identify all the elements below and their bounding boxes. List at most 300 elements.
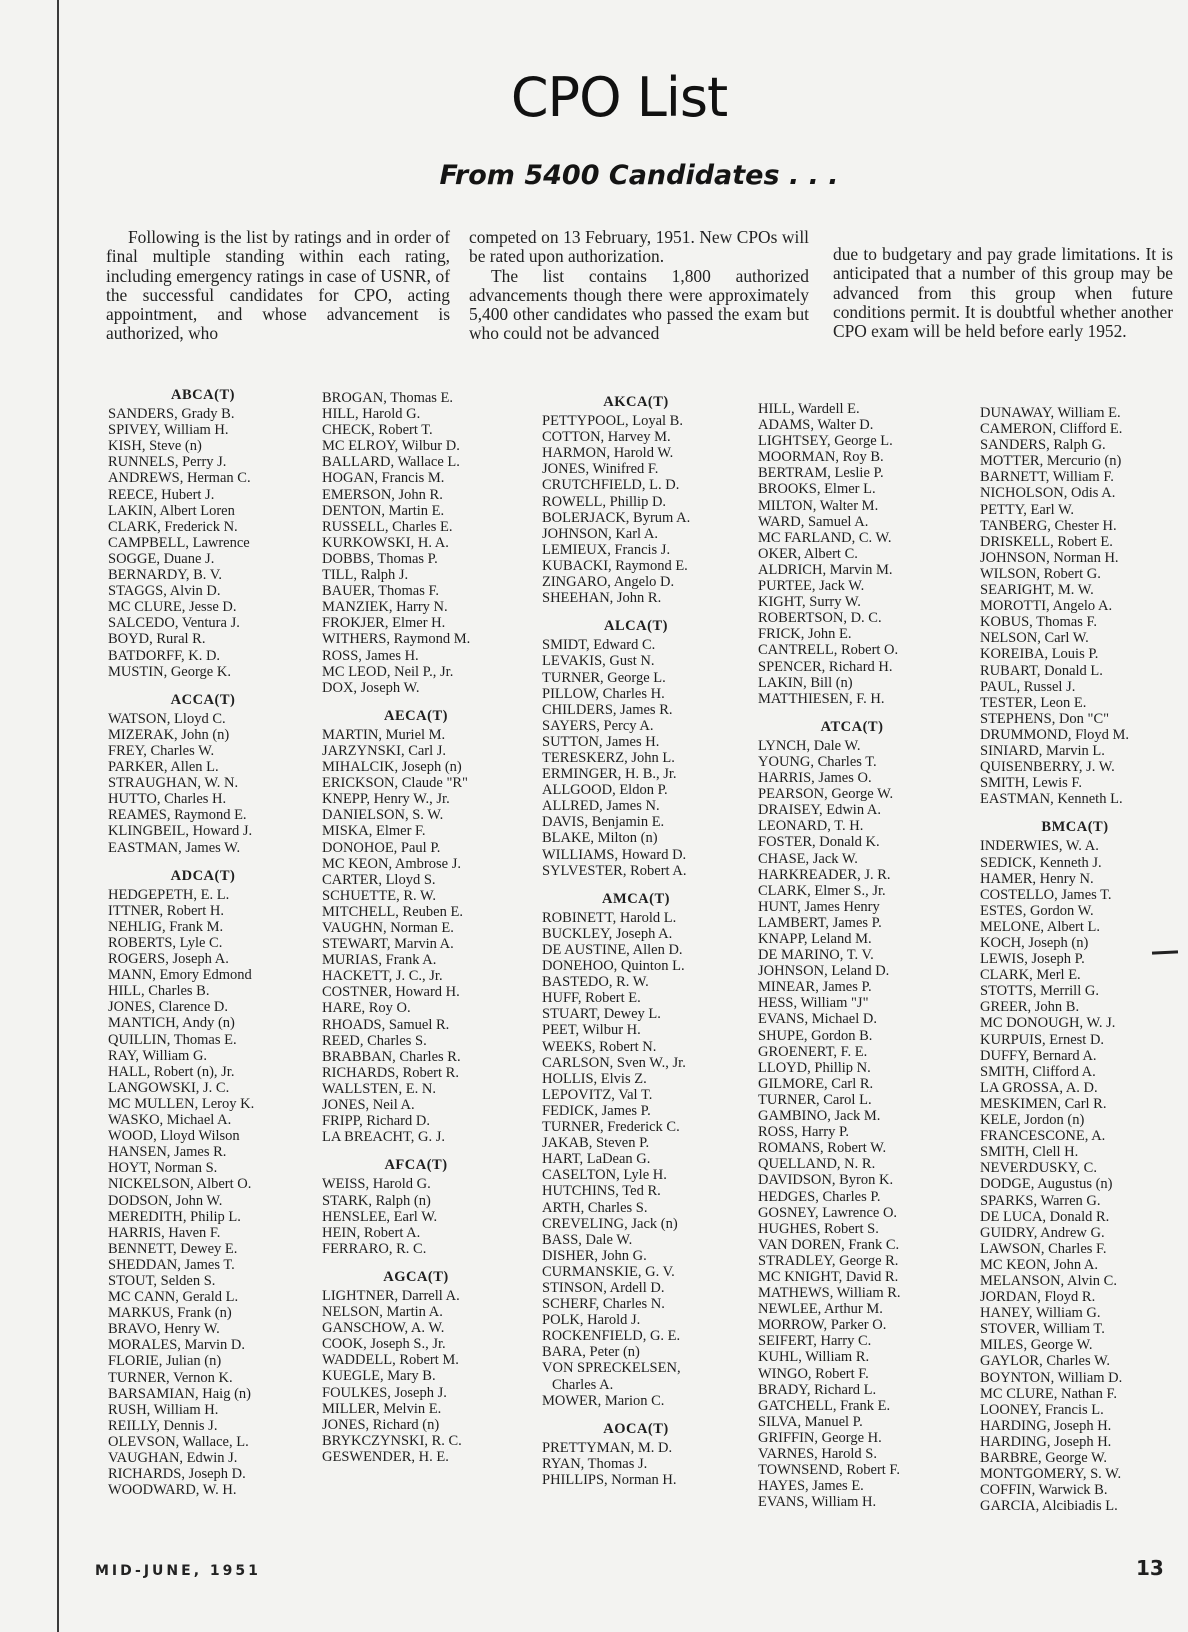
candidate-name: ROBERTS, Lyle C. [108,935,223,951]
candidate-name: CAMPBELL, Lawrence [108,534,250,551]
candidate-name: BERTRAM, Leslie P. [758,465,884,482]
candidate-name: DISHER, John G. [542,1247,647,1264]
candidate-name: WOOD, Lloyd Wilson [108,1128,240,1145]
list-column-1 [108,387,298,1510]
candidate-name: SPENCER, Richard H. [758,658,893,675]
candidate-name: ADAMS, Walter D. [758,417,874,434]
candidate-name: REECE, Hubert J. [108,486,215,503]
candidate-name: MELONE, Albert L. [980,918,1101,935]
candidate-name: FOSTER, Donald K. [758,834,880,851]
candidate-name: BARNETT, William F. [980,469,1114,486]
rating-section [542,618,730,879]
candidate-name: BROOKS, Elmer L. [758,481,876,498]
candidate-name: MELANSON, Alvin C. [980,1272,1117,1289]
candidate-name: KURPUIS, Ernest D. [980,1031,1105,1048]
candidate-name: CRUTCHFIELD, L. D. [542,477,680,494]
candidate-name: SYLVESTER, Robert A. [542,862,687,879]
candidate-name: SALCEDO, Ventura J. [108,615,240,632]
candidate-name: MC KEON, Ambrose J. [322,855,461,872]
candidate-name: CARLSON, Sven W., Jr. [542,1054,686,1071]
page-number: 13 [1136,1556,1164,1580]
candidate-name: TURNER, George L. [542,669,666,686]
rating-section [322,1269,510,1465]
candidate-name: WADDELL, Robert M. [322,1352,459,1369]
candidate-name: GROENERT, F. E. [758,1043,868,1060]
candidate-name: MC KEON, John A. [980,1256,1099,1273]
page-subtitle: From 5400 Candidates . . . [439,160,839,191]
candidate-name: OKER, Albert C. [758,545,858,562]
candidate-name: PRETTYMAN, M. D. [542,1439,673,1456]
candidate-name: VAUGHAN, Edwin J. [108,1450,238,1466]
candidate-name: BOYD, Rural R. [108,631,206,648]
candidate-name: MEREDITH, Philip L. [108,1208,241,1225]
candidate-name: SCHUETTE, R. W. [322,887,436,904]
candidate-name: GRIFFIN, George H. [758,1429,882,1446]
candidate-name: ERICKSON, Claude "R" [322,775,468,792]
candidate-name: BARSAMIAN, Haig (n) [108,1385,251,1402]
candidate-name: MANN, Emory Edmond [108,967,252,984]
candidate-name: PETTYPOOL, Loyal B. [542,413,683,430]
candidate-name: REED, Charles S. [322,1032,427,1049]
candidate-name: WOODWARD, W. H. [108,1482,237,1499]
candidate-name: KOBUS, Thomas F. [980,614,1098,631]
candidate-name: INDERWIES, W. A. [980,838,1099,855]
candidate-name: HALL, Robert (n), Jr. [108,1063,235,1080]
candidate-name: QUISENBERRY, J. W. [980,759,1115,776]
candidate-name: DRUMMOND, Floyd M. [980,726,1130,743]
candidate-name: HAMER, Henry N. [980,870,1094,887]
candidate-name: MC DONOUGH, W. J. [980,1015,1116,1032]
candidate-name: BARA, Peter (n) [542,1344,640,1361]
candidate-name: MARKUS, Frank (n) [108,1305,232,1322]
candidate-name: SOGGE, Duane J. [108,550,215,567]
candidate-name: LAMBERT, James P. [758,914,882,931]
candidate-name: HARRIS, Haven F. [108,1224,221,1241]
intro-column-3 [833,245,1173,341]
candidate-name: CARTER, Lloyd S. [322,871,436,888]
candidate-name: LLOYD, Phillip N. [758,1059,871,1076]
candidate-name: DENTON, Martin E. [322,502,445,519]
candidate-name: LOONEY, Francis L. [980,1401,1104,1418]
candidate-name: ERMINGER, H. B., Jr. [542,766,677,783]
candidate-name: STUART, Dewey L. [542,1006,661,1023]
candidate-name: MOTTER, Mercurio (n) [980,453,1122,470]
candidate-name: FREY, Charles W. [108,742,215,759]
candidate-name: KUBACKI, Raymond E. [542,557,688,574]
candidate-name: HUNT, James Henry [758,898,880,915]
candidate-name: POLK, Harold J. [542,1312,641,1329]
candidate-name: EVANS, Michael D. [758,1011,877,1028]
rating-section [758,401,946,707]
candidate-name: TANBERG, Chester H. [980,517,1117,534]
candidate-name: ITTNER, Robert H. [108,902,224,919]
candidate-name: COSTNER, Howard H. [322,984,460,1001]
candidate-name: DAVIS, Benjamin E. [542,814,665,831]
candidate-name: LEWIS, Joseph P. [980,951,1085,968]
candidate-name: HUFF, Robert E. [542,990,641,1007]
candidate-name: DE AUSTINE, Allen D. [542,942,683,958]
candidate-name: RICHARDS, Robert R. [322,1064,459,1081]
candidate-name: LA GROSSA, A. D. [980,1079,1098,1096]
candidate-name: WASKO, Michael A. [108,1112,232,1129]
candidate-name: MILTON, Walter M. [758,497,879,514]
candidate-name: MC MULLEN, Leroy K. [108,1095,255,1112]
candidate-name: BOYNTON, William D. [980,1369,1123,1386]
candidate-name: HOGAN, Francis M. [322,470,445,487]
rating-section [980,405,1170,807]
candidate-name: NICHOLSON, Odis A. [980,485,1116,502]
candidate-name: DUNAWAY, William E. [980,405,1121,421]
candidate-name: DE MARINO, T. V. [758,947,874,964]
candidate-name: KELE, Jordon (n) [980,1112,1085,1129]
candidate-name: LANGOWSKI, J. C. [108,1079,230,1096]
candidate-name: RICHARDS, Joseph D. [108,1466,246,1483]
candidate-name: FROKJER, Elmer H. [322,615,446,632]
candidate-name: HARRIS, James O. [758,770,872,787]
candidate-name: JORDAN, Floyd R. [980,1289,1096,1306]
rating-section [108,868,298,1499]
page-title: CPO List [510,66,728,129]
candidate-name: HARKREADER, J. R. [758,866,891,883]
candidate-name: TILL, Ralph J. [322,567,409,584]
candidate-name: ROCKENFIELD, G. E. [542,1328,681,1345]
candidate-name: MC CLURE, Nathan F. [980,1385,1117,1402]
candidate-name: HILL, Charles B. [108,983,210,1000]
candidate-name: DONEHOO, Quinton L. [542,958,685,975]
candidate-name: FEDICK, James P. [542,1102,651,1119]
intro-paragraph-2b: The list contains 1,800 authorized advancements though there were approximately 5,400 other candidates who passed the exam but who could not be advanced [469,265,809,344]
rating-section [108,692,298,856]
candidate-name: SMITH, Clell H. [980,1144,1079,1161]
candidate-name: PETTY, Earl W. [980,501,1074,518]
candidate-name: COSTELLO, James T. [980,886,1112,903]
rating-section [108,387,298,680]
list-column-5 [980,405,1170,1526]
candidate-name: QUILLIN, Thomas E. [108,1031,237,1048]
candidate-name: STINSON, Ardell D. [542,1279,665,1296]
candidate-name: BLAKE, Milton (n) [542,830,658,847]
candidate-name: MATTHIESEN, F. H. [758,690,885,707]
candidate-name: STOTTS, Merrill G. [980,983,1099,1000]
rating-heading: ACCA(T) [170,691,236,708]
candidate-name: KUEGLE, Mary B. [322,1368,436,1385]
candidate-name: PILLOW, Charles H. [542,685,665,702]
candidate-name: MOWER, Marion C. [542,1392,665,1409]
candidate-name: JOHNSON, Norman H. [980,549,1119,566]
candidate-name: DOBBS, Thomas P. [322,550,438,567]
candidate-name: LIGHTNER, Darrell A. [322,1287,460,1304]
candidate-name: GAYLOR, Charles W. [980,1353,1110,1370]
candidate-name: PHILLIPS, Norman H. [542,1472,677,1488]
candidate-name: TERESKERZ, John L. [542,749,675,766]
candidate-name: RYAN, Thomas J. [542,1455,648,1472]
candidate-name: HARE, Roy O. [322,1000,411,1017]
candidate-name: HUTTO, Charles H. [108,791,227,808]
candidate-name: HARDING, Joseph H. [980,1433,1112,1450]
candidate-name: CREVELING, Jack (n) [542,1215,678,1232]
candidate-name: LYNCH, Dale W. [758,737,861,754]
candidate-name: ALLRED, James N. [542,798,660,815]
candidate-name: CLARK, Frederick N. [108,518,238,535]
candidate-name: RAY, William G. [108,1047,208,1064]
page-binding-edge [57,0,59,1632]
candidate-name: BUCKLEY, Joseph A. [542,925,673,942]
candidate-name: SINIARD, Marvin L. [980,742,1105,759]
candidate-name: MANZIEK, Harry N. [322,599,448,616]
candidate-name: YOUNG, Charles T. [758,753,877,770]
candidate-name: FRANCESCONE, A. [980,1128,1106,1145]
candidate-name: PAUL, Russel J. [980,678,1076,695]
candidate-name: MC LEOD, Neil P., Jr. [322,663,454,680]
candidate-name: HILL, Wardell E. [758,401,860,417]
candidate-name: RUSH, William H. [108,1401,219,1418]
candidate-name: CLARK, Merl E. [980,967,1081,984]
candidate-name: DODGE, Augustus (n) [980,1176,1113,1193]
candidate-name: HENSLEE, Earl W. [322,1208,438,1225]
candidate-name: CAMERON, Clifford E. [980,421,1123,438]
candidate-name: CHASE, Jack W. [758,850,858,867]
candidate-name: WILLIAMS, Howard D. [542,846,687,863]
issue-date: MID-JUNE, 1951 [95,1563,261,1579]
candidate-name: JARZYNSKI, Carl J. [322,742,447,759]
candidate-name: KLINGBEIL, Howard J. [108,823,253,840]
candidate-name: RUSSELL, Charles E. [322,518,453,535]
candidate-name: ROGERS, Joseph A. [108,951,229,968]
candidate-name: LEMIEUX, Francis J. [542,541,671,558]
candidate-name: TURNER, Frederick C. [542,1119,680,1136]
candidate-name: MARTIN, Muriel M. [322,726,446,743]
candidate-name: BRADY, Richard L. [758,1381,877,1398]
candidate-name: HUTCHINS, Ted R. [542,1183,661,1200]
candidate-name: VAN DOREN, Frank C. [758,1236,900,1253]
rating-heading: ALCA(T) [604,618,668,635]
candidate-name: SANDERS, Ralph G. [980,437,1106,454]
candidate-name: EVANS, William H. [758,1494,877,1511]
candidate-name: BROGAN, Thomas E. [322,390,454,406]
rating-section [980,819,1170,1514]
rating-section [542,891,730,1409]
candidate-name: HILL, Harold G. [322,406,421,423]
candidate-name: ALDRICH, Marvin M. [758,561,893,578]
candidate-name: HUGHES, Robert S. [758,1220,879,1237]
candidate-name: EASTMAN, James W. [108,839,241,856]
candidate-name: CHILDERS, James R. [542,701,673,718]
candidate-name: BASTEDO, R. W. [542,974,649,991]
candidate-name: ROBERTSON, D. C. [758,610,882,627]
candidate-name: HAYES, James E. [758,1478,864,1495]
candidate-name: BRYKCZYNSKI, R. C. [322,1432,462,1449]
candidate-name: KURKOWSKI, H. A. [322,534,449,551]
candidate-name: LEPOVITZ, Val T. [542,1086,653,1103]
candidate-name: WARD, Samuel A. [758,513,869,530]
candidate-name: MANTICH, Andy (n) [108,1015,235,1032]
candidate-name: MOROTTI, Angelo A. [980,598,1113,615]
candidate-name: GANSCHOW, A. W. [322,1320,445,1337]
candidate-name: JONES, Neil A. [322,1097,415,1114]
candidate-name: DANIELSON, S. W. [322,807,444,824]
rating-heading: ATCA(T) [820,718,884,735]
candidate-name: ARTH, Charles S. [542,1199,648,1216]
candidate-name: MC FARLAND, C. W. [758,529,892,546]
rating-section [758,719,946,1511]
candidate-name: HARDING, Joseph H. [980,1417,1112,1434]
candidate-name: BRAVO, Henry W. [108,1321,220,1338]
candidate-name: SEIFERT, Harry C. [758,1333,872,1350]
candidate-name: MIHALCIK, Joseph (n) [322,759,462,776]
candidate-name: DUFFY, Bernard A. [980,1047,1097,1064]
rating-heading: ADCA(T) [170,867,236,884]
candidate-name: RUNNELS, Perry J. [108,454,227,471]
candidate-name: MATHEWS, William R. [758,1285,901,1302]
candidate-name: MESKIMEN, Carl R. [980,1095,1107,1112]
candidate-name: KISH, Steve (n) [108,438,202,455]
candidate-name: LA BREACHT, G. J. [322,1129,445,1146]
candidate-name: STOVER, William T. [980,1321,1105,1338]
candidate-name: KOREIBA, Louis P. [980,646,1099,663]
candidate-name: LIGHTSEY, George L. [758,433,893,450]
candidate-name: TURNER, Carol L. [758,1091,872,1108]
candidate-name: SEARIGHT, M. W. [980,582,1094,599]
candidate-name: HEDGES, Charles P. [758,1188,881,1205]
candidate-name: DOX, Joseph W. [322,679,420,696]
candidate-name: WEISS, Harold G. [322,1176,431,1193]
candidate-name: JAKAB, Steven P. [542,1135,650,1152]
rating-heading: AFCA(T) [384,1157,448,1174]
candidate-name: CASELTON, Lyle H. [542,1167,667,1184]
candidate-name: DRAISEY, Edwin A. [758,802,881,819]
candidate-name: MC CLURE, Jesse D. [108,599,237,616]
candidate-name: SHEDDAN, James T. [108,1256,235,1273]
candidate-name: ROSS, James H. [322,647,419,664]
candidate-name: KUHL, William R. [758,1349,870,1366]
candidate-name: SPIVEY, William H. [108,422,229,439]
candidate-name: TURNER, Vernon K. [108,1369,233,1386]
candidate-name: HARMON, Harold W. [542,445,674,462]
candidate-name: COFFIN, Warwick B. [980,1482,1108,1499]
candidate-name: ROSS, Harry P. [758,1124,850,1141]
candidate-name: KNAPP, Leland M. [758,931,872,947]
candidate-name: GATCHELL, Frank E. [758,1397,891,1414]
candidate-name: WINGO, Robert F. [758,1365,869,1382]
candidate-name: LEONARD, T. H. [758,818,864,835]
candidate-name: SHEEHAN, John R. [542,590,662,607]
candidate-name: RUBART, Donald L. [980,662,1103,679]
candidate-name: LAWSON, Charles F. [980,1240,1107,1257]
candidate-name: MISKA, Elmer F. [322,823,426,840]
candidate-name: HANEY, William G. [980,1305,1101,1322]
candidate-name: HOYT, Norman S. [108,1160,218,1177]
candidate-name: ANDREWS, Herman C. [108,470,251,487]
candidate-name: SCHERF, Charles N. [542,1296,665,1313]
rating-section [322,1157,510,1257]
rating-section [322,390,510,696]
candidate-name: HACKETT, J. C., Jr. [322,968,443,985]
candidate-name: GUIDRY, Andrew G. [980,1224,1105,1241]
rating-heading: AKCA(T) [603,394,669,410]
candidate-name: STOUT, Selden S. [108,1272,216,1289]
candidate-name: RHOADS, Samuel R. [322,1016,450,1033]
candidate-name: SHUPE, Gordon B. [758,1027,873,1044]
rating-heading: AGCA(T) [383,1268,449,1285]
candidate-name: SPARKS, Warren G. [980,1192,1101,1209]
candidate-name: COTTON, Harvey M. [542,429,671,446]
candidate-name: BAUER, Thomas F. [322,583,439,600]
candidate-name: ESTES, Gordon W. [980,902,1094,919]
candidate-name: BERNARDY, B. V. [108,567,223,584]
candidate-name: CURMANSKIE, G. V. [542,1263,675,1280]
candidate-name: MC KNIGHT, David R. [758,1268,899,1285]
candidate-name: FRIPP, Richard D. [322,1113,430,1130]
candidate-name: WATSON, Lloyd C. [108,710,226,727]
candidate-name: BALLARD, Wallace L. [322,454,460,471]
candidate-name: NELSON, Carl W. [980,630,1089,647]
rating-heading: AECA(T) [384,707,448,724]
candidate-name: GARCIA, Alcibiadis L. [980,1498,1118,1515]
candidate-name: MINEAR, James P. [758,979,872,996]
rating-heading: BMCA(T) [1041,819,1109,836]
candidate-name: LEVAKIS, Gust N. [542,653,655,670]
candidate-name: ROBINETT, Harold L. [542,909,677,926]
candidate-name: MIZERAK, John (n) [108,726,230,743]
rating-section [322,708,510,1146]
candidate-name: MORALES, Marvin D. [108,1337,245,1354]
candidate-name: HART, LaDean G. [542,1151,651,1168]
candidate-name: KNEPP, Henry W., Jr. [322,791,450,808]
candidate-name: WILSON, Robert G. [980,565,1101,582]
candidate-name: DONOHOE, Paul P. [322,839,441,856]
candidate-name: KIGHT, Surry W. [758,594,861,611]
candidate-name: GESWENDER, H. E. [322,1448,449,1465]
candidate-name: HESS, William "J" [758,995,869,1012]
candidate-name: VAUGHN, Norman E. [322,920,454,936]
candidate-name: SUTTON, James H. [542,733,660,750]
candidate-name: SILVA, Manuel P. [758,1413,863,1430]
candidate-name: BASS, Dale W. [542,1231,633,1248]
candidate-name: MILES, George W. [980,1337,1093,1354]
intro-paragraph-3: due to budgetary and pay grade limitations. It is anticipated that a number of this group may be advanced from this group when future conditions permit. It is doubtful whether another CPO exam will be held before early 1952. [833,244,1173,342]
candidate-name: STRADLEY, George R. [758,1252,899,1269]
candidate-name: HANSEN, James R. [108,1144,227,1161]
candidate-name: BRABBAN, Charles R. [322,1048,461,1065]
candidate-name: FLORIE, Julian (n) [108,1353,222,1370]
candidate-name: CLARK, Elmer S., Jr. [758,882,886,899]
candidate-name: MONTGOMERY, S. W. [980,1466,1122,1483]
candidate-name: STEWART, Marvin A. [322,936,454,953]
candidate-name: EMERSON, John R. [322,486,443,503]
candidate-name: BOLERJACK, Byrum A. [542,509,691,526]
candidate-name: VARNES, Harold S. [758,1446,877,1462]
intro-paragraph-2a: competed on 13 February, 1951. New CPOs will be rated upon authorization. [469,227,809,267]
candidate-name: WALLSTEN, E. N. [322,1080,436,1097]
list-column-3 [542,394,730,1500]
candidate-name: JOHNSON, Karl A. [542,525,658,542]
candidate-name: ZINGARO, Angelo D. [542,574,675,591]
candidate-name: OLEVSON, Wallace, L. [108,1433,249,1450]
candidate-name: CHECK, Robert T. [322,422,433,439]
candidate-name: PARKER, Allen L. [108,759,219,776]
candidate-name: JONES, Clarence D. [108,999,229,1016]
candidate-name: JONES, Richard (n) [322,1416,440,1433]
candidate-name: SMITH, Lewis F. [980,775,1082,792]
candidate-name: SANDERS, Grady B. [108,406,235,423]
candidate-name: FRICK, John E. [758,626,852,643]
candidate-name: REILLY, Dennis J. [108,1417,218,1434]
candidate-name: ROMANS, Robert W. [758,1140,887,1157]
candidate-name: MILLER, Melvin E. [322,1400,442,1417]
candidate-name: Charles A. [552,1376,614,1393]
candidate-name: ALLGOOD, Eldon P. [542,782,668,799]
candidate-name: MORROW, Parker O. [758,1317,887,1334]
